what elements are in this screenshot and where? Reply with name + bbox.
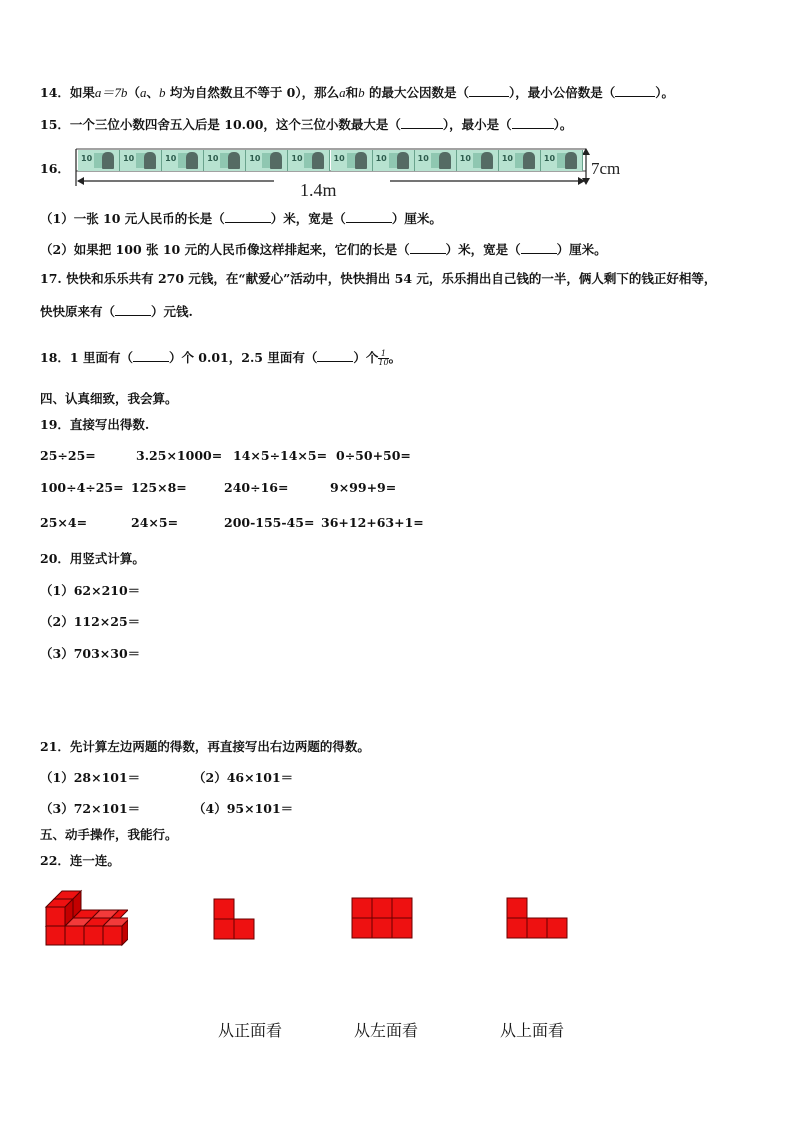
arrow-left-icon (77, 177, 84, 185)
q19-row2-col4: 9×99+9= (330, 480, 397, 495)
portrait-icon (186, 152, 198, 169)
q19-row1-col1: 25÷25= (40, 448, 96, 463)
question-22-title: 22．连一连。 (40, 853, 120, 868)
banknote (457, 150, 499, 171)
question-14 (40, 85, 674, 100)
text: ）个 (353, 350, 379, 365)
portrait-icon (565, 152, 577, 169)
answer-blank[interactable] (133, 350, 169, 362)
question-16-part-2 (40, 242, 607, 257)
arrow-up-icon (582, 148, 590, 155)
arrow-down-icon (582, 178, 590, 185)
portrait-icon (102, 152, 114, 169)
text: 均为自然数且不等于 0），那么 (165, 85, 340, 100)
q21-item-2: （2）46×101＝ (193, 770, 294, 785)
text: ），最小是（ (442, 117, 512, 132)
fraction-denominator: 10 (378, 358, 389, 367)
banknote-denomination: 10 (543, 154, 556, 163)
view-figure-long-l (506, 897, 570, 939)
height-label: 7cm (591, 159, 621, 178)
banknote (120, 150, 162, 171)
banknote-row (78, 150, 583, 171)
text: ）元钱. (151, 304, 193, 319)
q20-item-2: （2）112×25＝ (40, 614, 141, 629)
banknote-denomination: 10 (165, 154, 177, 163)
banknote-denomination: 10 (459, 154, 471, 163)
answer-blank[interactable] (615, 85, 655, 97)
caption-left-view: 从左面看 (354, 1021, 419, 1040)
q21-item-3: （3）72×101＝ (40, 801, 141, 816)
banknote-denomination: 10 (333, 154, 345, 163)
question-19-title: 19．直接写出得数. (40, 417, 150, 432)
text: ）个 0.01，2.5 里面有（ (168, 350, 318, 365)
fraction-numerator: 1 (380, 349, 387, 358)
text: 。 (388, 350, 402, 365)
text: 18．1 里面有（ (40, 350, 133, 365)
q20-item-3: （3）703×30＝ (40, 646, 141, 661)
text: 、 (146, 85, 159, 100)
caption-top-view: 从上面看 (500, 1021, 565, 1040)
banknote (331, 150, 373, 171)
question-16-part-1 (40, 211, 442, 226)
variable-b: b (158, 85, 166, 100)
q19-row3-col2: 24×5= (131, 515, 179, 530)
portrait-icon (270, 152, 282, 169)
variable-b: b (358, 85, 365, 100)
banknote (288, 150, 330, 171)
arrow-right-icon (578, 177, 585, 185)
q21-item-4: （4）95×101＝ (193, 801, 294, 816)
variable-a: a (339, 85, 346, 100)
text: （1）一张 10 元人民币的长是（ (40, 211, 225, 226)
banknote (541, 150, 583, 171)
portrait-icon (397, 152, 409, 169)
q19-row3-col1: 25×4= (40, 515, 88, 530)
equation: a＝7b (94, 85, 128, 100)
text: 如果 (69, 85, 95, 100)
view-figure-grid (351, 897, 413, 939)
q19-row1-col3: 14×5÷14×5= (233, 448, 328, 463)
question-17-line-1: 17. 快快和乐乐共有 270 元钱，在“献爱心”活动中，快快捐出 54 元，乐乐捐出自己钱的一半，俩人剩下的钱正好相等， (40, 271, 717, 286)
banknote-denomination: 10 (207, 154, 219, 163)
banknote (204, 150, 246, 171)
banknote-denomination: 10 (501, 154, 513, 163)
question-18 (40, 350, 401, 367)
portrait-icon (312, 152, 324, 169)
text: ）。 (553, 117, 573, 132)
portrait-icon (523, 152, 535, 169)
question-number: 14． (40, 85, 70, 100)
q21-item-1: （1）28×101＝ (40, 770, 141, 785)
text: ）米，宽是（ (445, 242, 521, 257)
banknote-denomination: 10 (375, 154, 387, 163)
banknote (246, 150, 288, 171)
answer-blank[interactable] (410, 242, 446, 254)
q20-item-1: （1）62×210＝ (40, 583, 141, 598)
caption-front-view: 从正面看 (218, 1021, 283, 1040)
answer-blank[interactable] (115, 304, 151, 316)
question-number: 15． (40, 117, 70, 132)
section-4-heading: 四、认真细致，我会算。 (40, 391, 178, 406)
question-15 (40, 117, 572, 132)
question-16-number: 16． (40, 161, 70, 176)
text: ），最小公倍数是（ (509, 85, 616, 100)
banknote (162, 150, 204, 171)
banknote-denomination: 10 (249, 154, 261, 163)
answer-blank[interactable] (521, 242, 557, 254)
banknote (373, 150, 415, 171)
section-5-heading: 五、动手操作，我能行。 (40, 827, 178, 842)
text: ）米，宽是（ (270, 211, 346, 226)
text: 的最大公因数是（ (364, 85, 469, 100)
text: ）厘米。 (556, 242, 607, 257)
q19-row2-col3: 240÷16= (224, 480, 289, 495)
banknote-denomination: 10 (81, 154, 93, 163)
portrait-icon (355, 152, 367, 169)
portrait-icon (228, 152, 240, 169)
text: 一个三位小数四舍五入后是 10.00，这个三位小数最大是（ (69, 117, 401, 132)
question-21-title: 21．先计算左边两题的得数，再直接写出右边两题的得数。 (40, 739, 370, 754)
portrait-icon (481, 152, 493, 169)
banknote-denomination: 10 (417, 154, 429, 163)
text: 和 (345, 85, 359, 100)
text: 快快原来有（ (40, 304, 116, 319)
answer-blank[interactable] (469, 85, 509, 97)
q19-row2-col1: 100÷4÷25= (40, 480, 124, 495)
banknote (499, 150, 541, 171)
q19-row3-col4: 36+12+63+1= (321, 515, 424, 530)
answer-blank[interactable] (317, 350, 353, 362)
q19-row2-col2: 125×8= (131, 480, 187, 495)
length-label: 1.4m (300, 180, 337, 200)
question-20-title: 20．用竖式计算。 (40, 551, 145, 566)
q19-row1-col2: 3.25×1000= (136, 448, 223, 463)
text: ）厘米。 (391, 211, 442, 226)
banknote (415, 150, 457, 171)
banknote (78, 150, 120, 171)
answer-blank[interactable] (225, 211, 271, 223)
q19-row1-col4: 0÷50+50= (336, 448, 411, 463)
banknote-denomination: 10 (291, 154, 303, 163)
q19-row3-col3: 200-155-45= (224, 515, 315, 530)
question-17-line-2 (40, 304, 193, 319)
text: ）。 (655, 85, 675, 100)
fraction-one-tenth (378, 350, 388, 367)
banknote-denomination: 10 (123, 154, 135, 163)
text: （ (127, 85, 140, 100)
answer-blank[interactable] (401, 117, 443, 129)
portrait-icon (439, 152, 451, 169)
text: （2）如果把 100 张 10 元的人民币像这样排起来，它们的长是（ (40, 242, 410, 257)
answer-blank[interactable] (346, 211, 392, 223)
view-figure-l-shape (213, 898, 257, 940)
cube-solid-figure (44, 886, 128, 948)
answer-blank[interactable] (512, 117, 554, 129)
variable-a: a (139, 85, 147, 100)
portrait-icon (144, 152, 156, 169)
